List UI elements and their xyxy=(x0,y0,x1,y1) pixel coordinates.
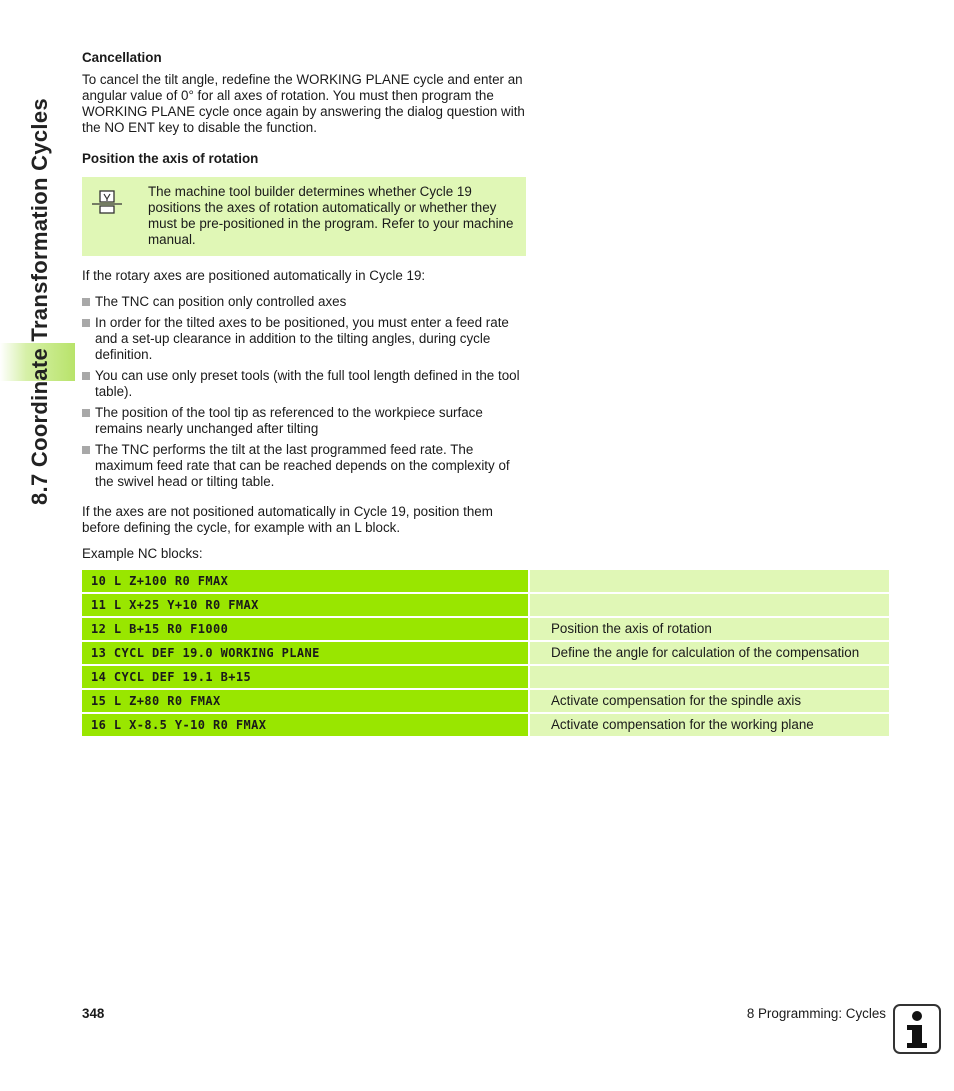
cancellation-text: To cancel the tilt angle, redefine the WORKING PLANE cycle and enter an angular value of 0° for all axes of rotation. You must then program the WORKING PLANE cycle once again by answering the dialog question with the NO ENT key to disable the function. xyxy=(82,72,525,135)
nc-desc-cell xyxy=(530,570,889,592)
page-number: 348 xyxy=(82,1006,105,1021)
position-heading: Position the axis of rotation xyxy=(82,151,259,166)
bullet-square-icon xyxy=(82,446,90,454)
list-item: The position of the tool tip as referenced to the workpiece surface remains nearly unchanged after tilting xyxy=(82,405,526,437)
example-label: Example NC blocks: xyxy=(82,546,203,561)
rotary-intro: If the rotary axes are positioned automatically in Cycle 19: xyxy=(82,268,426,283)
nc-desc-cell xyxy=(530,666,889,688)
table-row xyxy=(82,666,889,688)
nc-code-cell: 10 L Z+100 R0 FMAX xyxy=(82,570,528,592)
info-icon[interactable] xyxy=(893,1004,941,1054)
nc-desc-cell: Activate compensation for the working plane xyxy=(530,714,889,736)
table-row xyxy=(82,594,889,616)
nc-desc-cell: Activate compensation for the spindle axis xyxy=(530,690,889,712)
bullet-square-icon xyxy=(82,319,90,327)
table-row xyxy=(82,714,889,736)
nc-desc-cell: Define the angle for calculation of the compensation xyxy=(530,642,889,664)
rotary-axes-section xyxy=(82,268,526,562)
nc-code-cell: 12 L B+15 R0 F1000 xyxy=(82,618,528,640)
bullet-square-icon xyxy=(82,298,90,306)
note-text: The machine tool builder determines whether Cycle 19 positions the axes of rotation automatically or whether they must be pre-positioned in the program. Refer to your machine manual. xyxy=(148,184,514,247)
nc-code-cell: 11 L X+25 Y+10 R0 FMAX xyxy=(82,594,528,616)
machine-tool-icon xyxy=(90,189,124,215)
bullet-square-icon xyxy=(82,409,90,417)
footer-chapter: 8 Programming: Cycles xyxy=(746,1006,886,1021)
list-item: In order for the tilted axes to be positioned, you must enter a feed rate and a set-up clearance in addition to the tilting angles, during cycle definition. xyxy=(82,315,526,363)
nc-desc-cell xyxy=(530,594,889,616)
list-item: The TNC can position only controlled axes xyxy=(82,294,526,310)
machine-manual-note xyxy=(82,177,526,256)
main-content xyxy=(82,50,526,167)
nc-desc-cell: Position the axis of rotation xyxy=(530,618,889,640)
nc-code-cell: 14 CYCL DEF 19.1 B+15 xyxy=(82,666,528,688)
table-row xyxy=(82,690,889,712)
list-item: The TNC performs the tilt at the last programmed feed rate. The maximum feed rate that can be reached depends on the complexity of the swivel head or tilting table. xyxy=(82,442,526,490)
bullet-square-icon xyxy=(82,372,90,380)
nc-code-cell: 15 L Z+80 R0 FMAX xyxy=(82,690,528,712)
chapter-side-title: 8.7 Coordinate Transformation Cycles xyxy=(27,98,52,505)
nc-blocks-table xyxy=(82,570,889,738)
table-row xyxy=(82,618,889,640)
cancellation-heading: Cancellation xyxy=(82,50,162,65)
rotary-bullet-list xyxy=(82,294,526,490)
table-row xyxy=(82,642,889,664)
nc-code-cell: 13 CYCL DEF 19.0 WORKING PLANE xyxy=(82,642,528,664)
info-glyph-icon xyxy=(895,1006,939,1052)
manual-positioning-text: If the axes are not positioned automatically in Cycle 19, position them before defining the cycle, for example with an L block. xyxy=(82,504,493,535)
table-row xyxy=(82,570,889,592)
nc-code-cell: 16 L X-8.5 Y-10 R0 FMAX xyxy=(82,714,528,736)
list-item: You can use only preset tools (with the full tool length defined in the tool table). xyxy=(82,368,526,400)
